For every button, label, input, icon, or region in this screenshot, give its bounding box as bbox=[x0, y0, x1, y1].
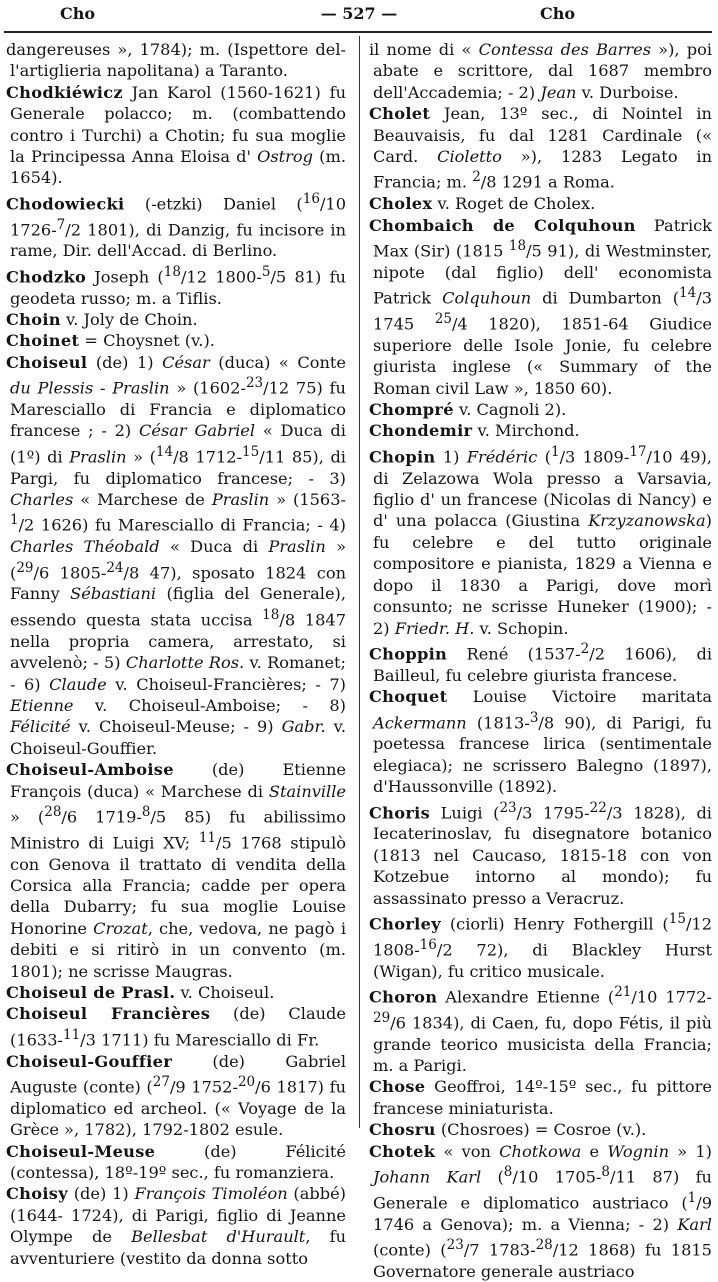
dictionary-entry: Chopin 1) Frédéric ($^1$/3 1809-$^{17}$/10 49), di Zelazowa Wola presso a Varsavia, figlio d' un francese (Nicolas di Nancy) e d' una polacca (Giustina Krzyzanowska) fu celebre e del tutto originale compositore e pianista, 1829 a Vienna e dopo il 1830 a Parigi, dove morì consunto; ne scrisse Huneker (1900); - 2) Friedr. H. v. Schopin. bbox=[369, 443, 712, 638]
dictionary-entry: Choron Alexandre Etienne ($^{21}$/10 1772-$^{29}$/6 1834), di Caen, fu, dopo Fétis, il più grande teorico musicista della Francia; m. a Parigi. bbox=[369, 983, 712, 1075]
dictionary-entry: Choiseul Francières (de) Claude (1633-$^{11}$/3 1711) fu Maresciallo di Fr. bbox=[6, 1004, 346, 1050]
running-head-right: Cho bbox=[540, 4, 576, 23]
dictionary-entry: Choris Luigi ($^{23}$/3 1795-$^{22}$/3 1828), di Iecaterinoslav, fu disegnatore botanico (1813 nel Caucaso, 1815-18 con von Kotzebue intorno al mondo); fu assassinato presso a Veracruz. bbox=[369, 799, 712, 908]
dictionary-entry: Choiseul-Gouffier (de) Gabriel Auguste (conte) ($^{27}$/9 1752-$^{20}$/6 1817) fu diplomatico ed archeol. (« Voyage de la Grèce », 1782), 1792-1802 esule. bbox=[6, 1051, 346, 1140]
dictionary-entry: Choiseul (de) 1) César (duca) « Conte du Plessis - Praslin » (1602-$^{23}$/12 75) fu Maresciallo di Francia e diplomatico francese ; - 2) César Gabriel « Duca di (1º) di Praslin » ($^{14}$/8 1712-$^{15}$/11 85), di Pargi, fu diplomatico francese; - 3) Charles « Marchese de Praslin » (1563-$^1$/2 1626) fu Maresciallo di Francia; - 4) Charles Théobald « Duca di Praslin » ($^{29}$/6 1805-$^{24}$/8 47), sposato 1824 con Fanny Sébastiani (figlia del Generale), essendo questa stata uccisa $^{18}$/8 1847 nella propria camera, arrestato, si avvelenò; - 5) Charlotte Ros. v. Romanet; - 6) Claude v. Choiseul-Francières; - 7) Etienne v. Choiseul-Amboise; - 8) Félicité v. Choiseul-Meuse; - 9) Gabr. v. Choiseul-Gouffier. bbox=[6, 352, 347, 758]
dictionary-entry: Choppin René (1537-$^2$/2 1606), di Bailleul, fu celebre giurista francese. bbox=[369, 640, 712, 685]
dictionary-entry: Choin v. Joly de Choin. bbox=[6, 310, 198, 330]
dictionary-entry: Cholet Jean, 13º sec., di Nointel in Beauvaisis, fu dal 1281 Cardinale (« Card. Cioletto »), 1283 Legato in Francia; m. $^2$/8 1291 a Roma. bbox=[369, 104, 712, 192]
page-number: — 527 — bbox=[320, 4, 398, 23]
dictionary-entry: Chodkiéwicz Jan Karol (1560-1621) fu Generale polacco; m. (combattendo contro i Turchi) a Chotin; fu sua moglie la Principessa Anna Eloisa d' Ostrog (m. 1654). bbox=[6, 82, 346, 188]
dictionary-entry: Chorley (ciorli) Henry Fothergill ($^{15}$/12 1808-$^{16}$/2 72), di Blackley Hurst (Wigan), fu critico musicale. bbox=[369, 910, 712, 981]
dictionary-entry: Chondemir v. Mirchond. bbox=[369, 421, 580, 441]
dictionary-entry: Chodowiecki (-etzki) Daniel ($^{16}$/10 1726-$^7$/2 1801), di Danzig, fu incisore in rame, Dir. dell'Accad. di Berlino. bbox=[6, 190, 346, 261]
page-header bbox=[0, 0, 718, 30]
column-divider bbox=[359, 36, 360, 1128]
dictionary-entry: Chose Geoffroi, 14º-15º sec., fu pittore francese miniaturista. bbox=[369, 1077, 712, 1118]
dictionary-entry: Chosru (Chosroes) = Cosroe (v.). bbox=[369, 1120, 647, 1140]
left-column bbox=[6, 39, 346, 1269]
dictionary-entry: Chodzko Joseph ($^{18}$/12 1800-$^5$/5 81) fu geodeta russo; m. a Tiflis. bbox=[6, 263, 346, 308]
dictionary-entry: Choiseul de Prasl. v. Choiseul. bbox=[6, 982, 275, 1002]
dictionary-entry: Chotek « von Chotkowa e Wognin » 1) Johann Karl ($^8$/10 1705-$^8$/11 87) fu Generale e diplomatico austriaco ($^1$/9 1746 a Genova); m. a Vienna; - 2) Karl (conte) ($^{23}$/7 1783-$^{28}$/12 1868) fu 1815 Governatore generale austriaco bbox=[369, 1141, 712, 1281]
dictionary-entry: Chompré v. Cagnoli 2). bbox=[369, 400, 567, 420]
dictionary-entry: Cholex v. Roget de Cholex. bbox=[369, 194, 596, 214]
dictionary-entry: Choisy (de) 1) François Timoléon (abbé) (1644- 1724), di Parigi, figlio di Jeanne Olympe de Bellesbat d'Hurault, fu avventuriere (vestito da donna sotto bbox=[6, 1184, 347, 1268]
dictionary-entry: Choiseul-Amboise (de) Etienne François (duca) « Marchese di Stainville » ($^{28}$/6 1719-$^8$/5 85) fu abilissimo Ministro di Luigi XV; $^{11}$/5 1768 stipulò con Genova il trattato di vendita della Corsica alla Francia; cadde per opera della Dubarry; fu sua moglie Louise Honorine Crozat, che, vedova, ne pagò i debiti e si ritirò in un convento (m. 1801); ne scrisse Maugras. bbox=[6, 760, 347, 981]
dictionary-entry: Chombaich de Colquhoun Patrick Max (Sir) (1815 $^{18}$/5 91), di Westminster, nipote (dal figlio) dell' economista Patrick Colquhoun di Dumbarton ($^{14}$/3 1745 $^{25}$/4 1820), 1851-64 Giudice superiore delle Isole Jonie, fu celebre giurista inglese (« Summary of the Roman civil Law », 1850 60). bbox=[369, 215, 712, 398]
running-head-left: Cho bbox=[60, 4, 96, 23]
dictionary-entry: dangereuses », 1784); m. (Ispettore del-l'artiglieria napolitana) a Taranto. bbox=[6, 40, 346, 81]
dictionary-entry: Choiseul-Meuse (de) Félicité (contessa), 18º-19º sec., fu romanziera. bbox=[6, 1141, 346, 1182]
dictionary-entry: Choinet = Choysnet (v.). bbox=[6, 331, 215, 351]
dictionary-entry: il nome di « Contessa des Barres »), poi abate e scrittore, dal 1687 membro dell'Accademia; - 2) Jean v. Durboise. bbox=[369, 40, 713, 102]
right-column bbox=[369, 39, 712, 1282]
header-rule bbox=[4, 31, 712, 33]
dictionary-entry: Choquet Louise Victoire maritata Ackermann (1813-$^3$/8 90), di Parigi, fu poetessa francese lirica (sentimentale elegiaca); ne scrissero Balegno (1897), d'Haussonville (1892). bbox=[369, 687, 712, 797]
